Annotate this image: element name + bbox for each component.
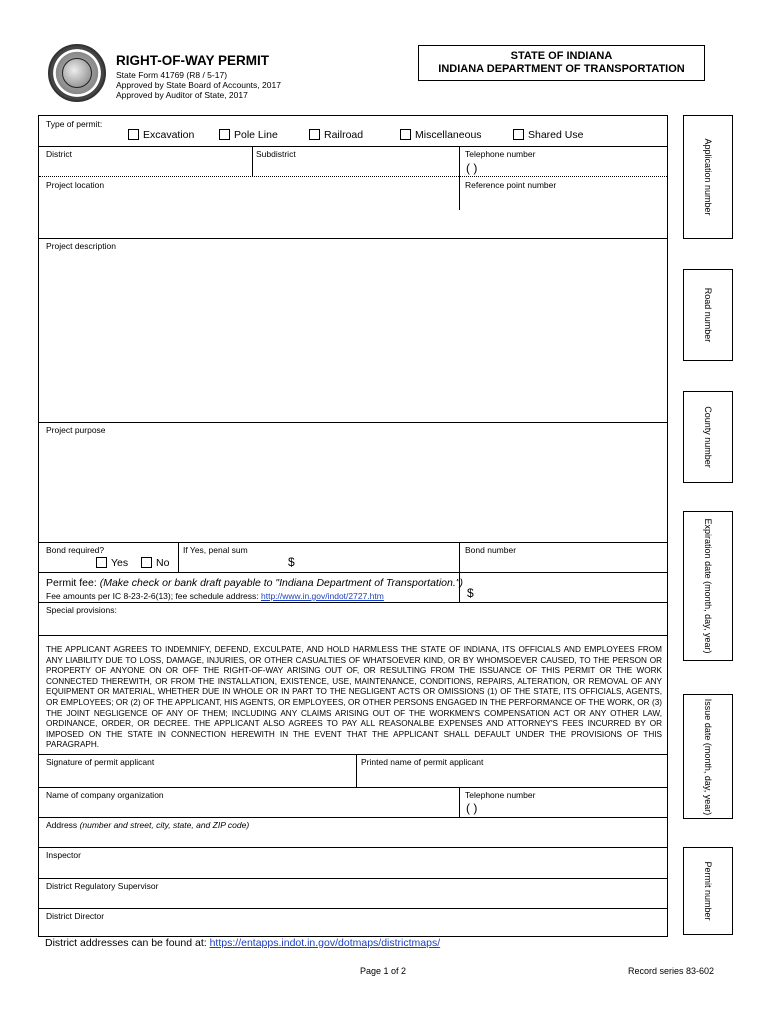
miscellaneous-label: Miscellaneous bbox=[415, 129, 482, 141]
company-telephone-label: Telephone number bbox=[465, 790, 536, 800]
project-location-label: Project location bbox=[46, 180, 105, 190]
project-purpose-label: Project purpose bbox=[46, 425, 106, 435]
address-label: Address (number and street, city, state, and ZIP code) bbox=[46, 820, 250, 830]
company-label: Name of company organization bbox=[46, 790, 164, 800]
reference-point-label: Reference point number bbox=[465, 180, 557, 190]
permit-number-box[interactable]: Permit number bbox=[683, 847, 733, 935]
form-title: RIGHT-OF-WAY PERMIT bbox=[116, 53, 270, 68]
railroad-checkbox[interactable] bbox=[309, 129, 320, 140]
indiana-state-seal bbox=[48, 44, 106, 102]
district-label: District bbox=[46, 149, 72, 159]
penal-sum-dollar: $ bbox=[288, 555, 295, 569]
miscellaneous-checkbox[interactable] bbox=[400, 129, 411, 140]
agency-box bbox=[418, 45, 705, 81]
district-director-label: District Director bbox=[46, 911, 105, 921]
road-number-box[interactable]: Road number bbox=[683, 269, 733, 361]
company-telephone-parens: ( ) bbox=[466, 801, 478, 815]
expiration-date-box[interactable]: Expiration date (month, day, year) bbox=[683, 511, 733, 661]
bond-yes-label: Yes bbox=[111, 557, 129, 569]
county-number-box[interactable]: County number bbox=[683, 391, 733, 483]
shared-use-checkbox[interactable] bbox=[513, 129, 524, 140]
inspector-label: Inspector bbox=[46, 850, 81, 860]
issue-date-box[interactable]: Issue date (month, day, year) bbox=[683, 694, 733, 819]
approved-auditor: Approved by Auditor of State, 2017 bbox=[116, 90, 248, 100]
indemnity-agreement: THE APPLICANT AGREES TO INDEMNIFY, DEFEND, EXCULPATE, AND HOLD HARMLESS THE STATE OF INDIANA, ITS OFFICIALS AND EMPLOYEES FROM ANY LIABILITY DUE TO LOSS, DAMAGE, INJURIES, OR OTHER CASUALTIES OF WHATSOEVER KIND, OR BY WHOMSOEVER CAUSED, TO THE PERSON OR PROPERTY OF ANYONE ON OR OFF THE RIGHT-OF-WAY ARISING OUT OF, OR RESULTING FROM THE ISSUANCE OF THIS PERMIT OR THE WORK CONNECTED THEREWITH, OR FROM THE INSTALLATION, EXISTENCE, USE, MAINTENANCE, CONDITIONS, REPAIRS, ALTERATION, OR REMOVAL OF ANY EQUIPMENT OR MATERIAL, WHETHER DUE IN WHOLE OR IN PART TO THE NEGLIGENT ACTS OR OMISSIONS (1) OF THE STATE, ITS OFFICIALS, AGENTS, OR EMPLOYEES; OR (2) OF THE APPLICANT, HIS AGENTS, OR EMPLOYEES, OR OTHER PERSONS ENGAGED IN THE PERFORMANCE OF THE WORK, OR (3) THE JOINT NEGLIGENCE OF ANY OF THEM; INCLUDING ANY CLAIMS ARISING OUT OF THE WORKMEN'S COMPENSATION ACT OR ANY OTHER LAW, ORDINANCE, ORDER, OR DECREE. THE APPLICANT ALSO AGREES TO PAY ALL REASONALBE EXPENSES AND ATTORNEY'S FEES INCURRED BY OR IMPOSED ON THE STATE IN CONNECTION HEREWITH IN THE EVENT THAT THE APPLICANT SHALL DEFAULT UNDER THE PROVISIONS OF THIS PARAGRAPH. bbox=[46, 645, 662, 750]
project-description-label: Project description bbox=[46, 241, 116, 251]
shared-use-label: Shared Use bbox=[528, 129, 584, 141]
printed-name-label: Printed name of permit applicant bbox=[361, 757, 484, 767]
approved-board: Approved by State Board of Accounts, 2017 bbox=[116, 80, 281, 90]
bond-required-label: Bond required? bbox=[46, 545, 105, 555]
telephone-label: Telephone number bbox=[465, 149, 536, 159]
regulatory-supervisor-label: District Regulatory Supervisor bbox=[46, 881, 159, 891]
fee-amounts: Fee amounts per IC 8-23-2-6(13); fee schedule address: http://www.in.gov/indot/2727.htm bbox=[46, 591, 384, 601]
bond-number-label: Bond number bbox=[465, 545, 517, 555]
record-series: Record series 83-602 bbox=[628, 966, 715, 976]
railroad-label: Railroad bbox=[324, 129, 364, 141]
form-number: State Form 41769 (R8 / 5-17) bbox=[116, 70, 228, 80]
penal-sum-label: If Yes, penal sum bbox=[183, 545, 248, 555]
fee-schedule-link[interactable]: http://www.in.gov/indot/2727.htm bbox=[261, 591, 384, 601]
application-number-box[interactable]: Application number bbox=[683, 115, 733, 239]
signature-label: Signature of permit applicant bbox=[46, 757, 155, 767]
fee-dollar: $ bbox=[467, 586, 474, 600]
page-number: Page 1 of 2 bbox=[360, 966, 407, 976]
pole-line-label: Pole Line bbox=[234, 129, 278, 141]
excavation-label: Excavation bbox=[143, 129, 195, 141]
permit-type-label: Type of permit: bbox=[46, 119, 103, 129]
bond-no-label: No bbox=[156, 557, 170, 569]
pole-line-checkbox[interactable] bbox=[219, 129, 230, 140]
permit-form bbox=[38, 115, 668, 937]
district-addresses-note: District addresses can be found at: https://entapps.indot.in.gov/dotmaps/districtmaps/ bbox=[45, 937, 441, 949]
special-provisions-label: Special provisions: bbox=[46, 605, 117, 615]
district-maps-link[interactable]: https://entapps.indot.in.gov/dotmaps/districtmaps/ bbox=[209, 937, 441, 949]
permit-fee-label: Permit fee: (Make check or bank draft payable to "Indiana Department of Transportation.") bbox=[46, 577, 463, 589]
bond-no-checkbox[interactable] bbox=[141, 557, 152, 568]
excavation-checkbox[interactable] bbox=[128, 129, 139, 140]
subdistrict-label: Subdistrict bbox=[256, 149, 296, 159]
state-name: STATE OF INDIANA bbox=[510, 50, 613, 62]
bond-yes-checkbox[interactable] bbox=[96, 557, 107, 568]
department-name: INDIANA DEPARTMENT OF TRANSPORTATION bbox=[438, 62, 685, 75]
telephone-parens: ( ) bbox=[466, 161, 478, 175]
